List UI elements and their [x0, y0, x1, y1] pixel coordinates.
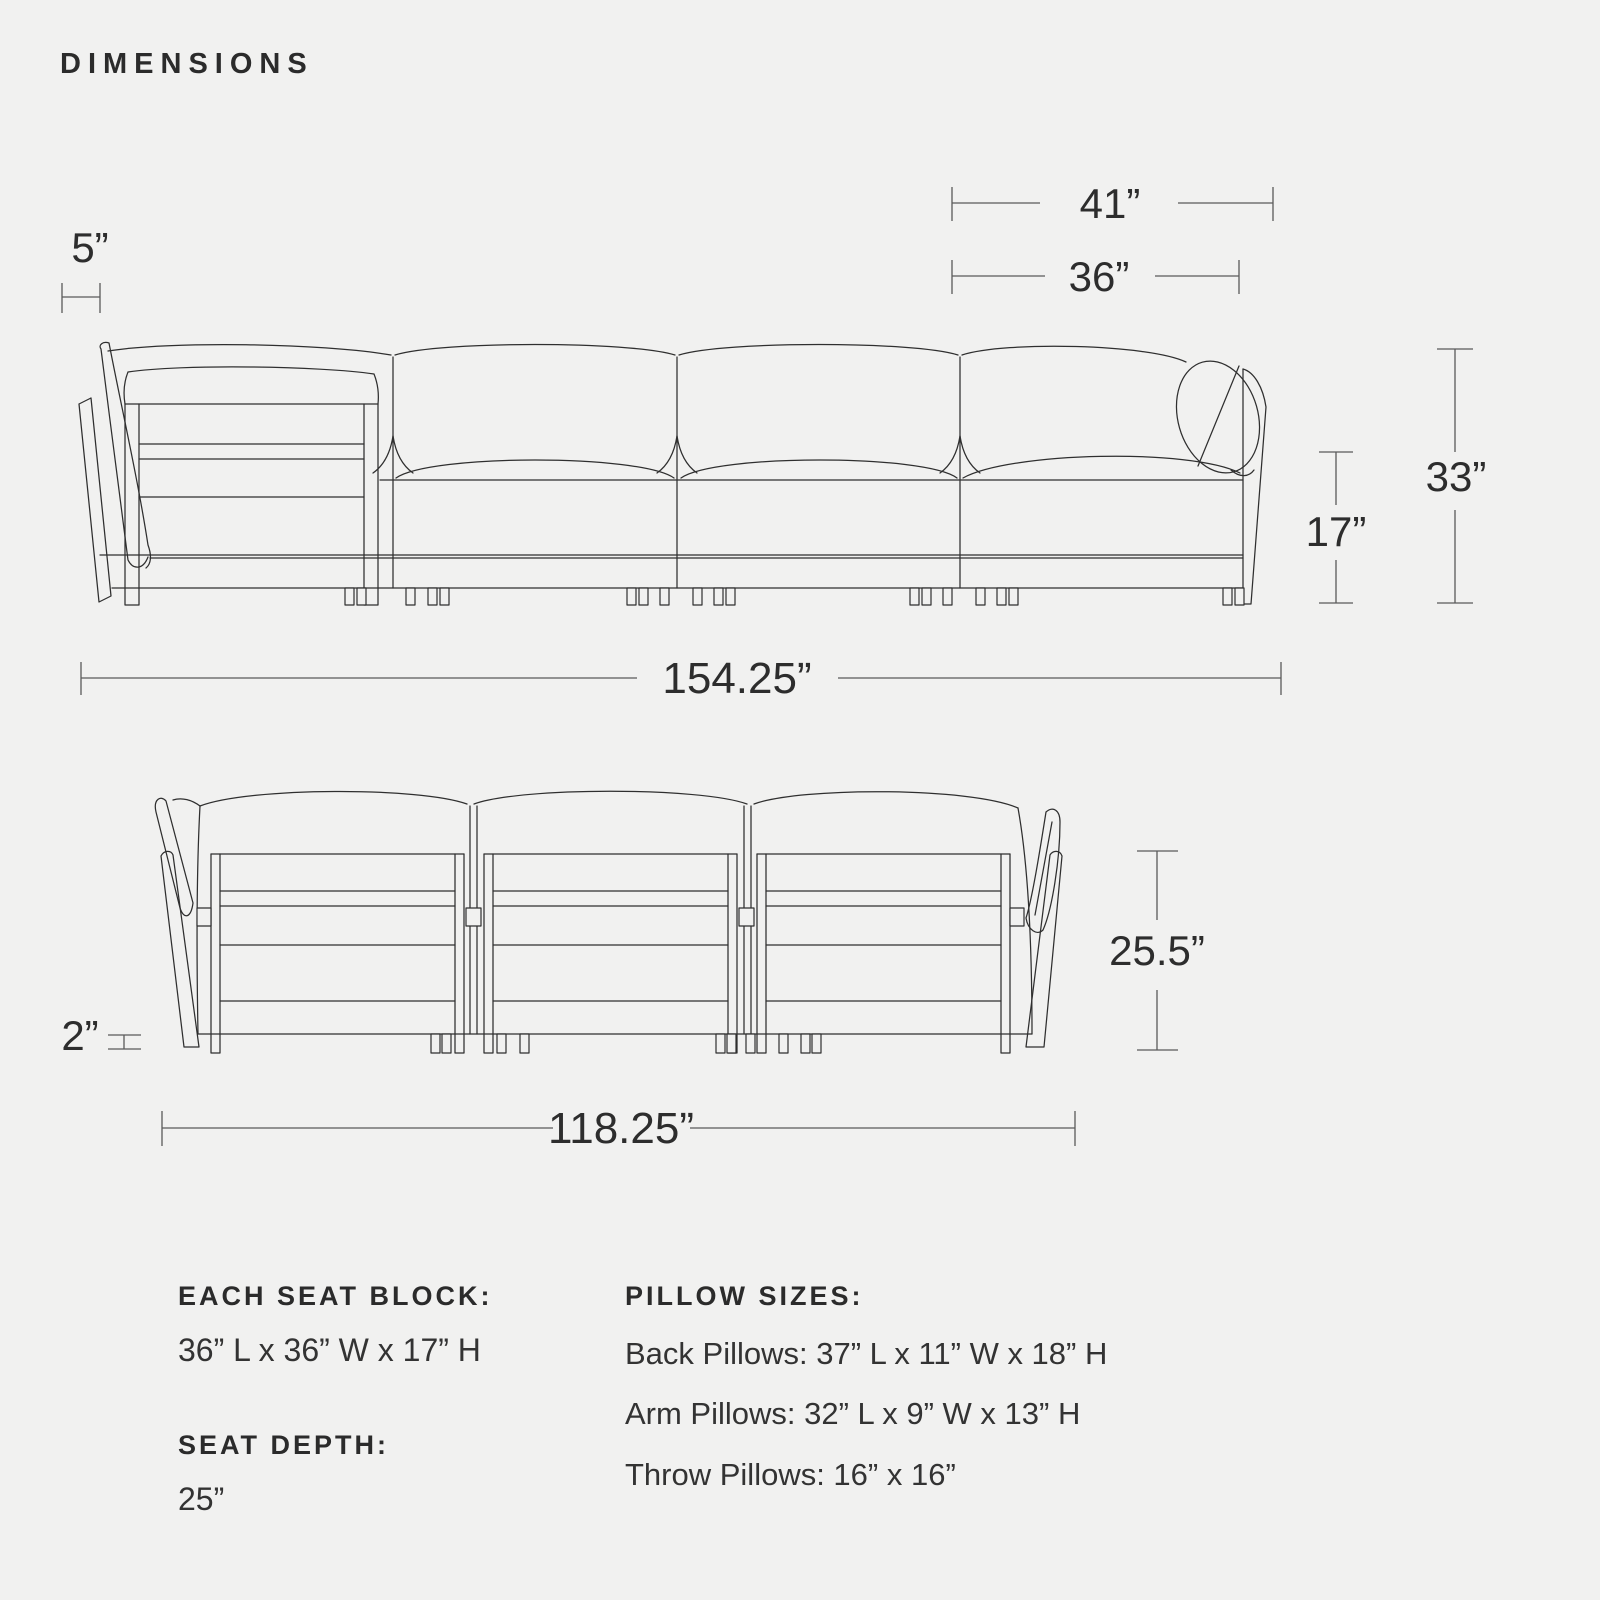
right-bolster-pillow	[1164, 351, 1272, 483]
dim-back-width-label: 118.25”	[548, 1104, 694, 1153]
seat-depth-value: 25”	[178, 1481, 225, 1517]
seat-depth-heading: SEAT DEPTH:	[178, 1430, 390, 1460]
dim-back-height	[1109, 851, 1205, 1050]
back-left-arm-pillow	[155, 798, 200, 916]
side-seat-cushion-1	[396, 460, 674, 478]
dim-seat-height-label: 17”	[1305, 508, 1367, 555]
throw-pillows-value: Throw Pillows: 16” x 16”	[625, 1457, 956, 1492]
seam-flare	[373, 436, 393, 473]
dim-arm-module-width	[952, 180, 1273, 227]
back-view-legs	[431, 1034, 821, 1053]
corner-frame-slat	[139, 459, 364, 497]
dim-overall-width-label: 154.25”	[662, 654, 812, 703]
back-frame-1	[211, 854, 464, 1053]
side-view-dimensions	[62, 180, 1486, 703]
dim-leg-height-label: 2”	[61, 1012, 99, 1059]
back-frame-2	[484, 854, 737, 1053]
dim-back-height-label: 25.5”	[1109, 927, 1205, 974]
page-title: DIMENSIONS	[60, 48, 314, 80]
side-seat-cushion-3	[963, 456, 1240, 478]
back-view-dimensions	[61, 851, 1205, 1153]
dim-leg-height	[61, 1012, 141, 1059]
dim-seat-module-width-label: 36”	[1068, 253, 1130, 300]
seam-flare	[677, 436, 697, 473]
side-back-cushion-3	[962, 346, 1186, 362]
back-pillows-value: Back Pillows: 37” L x 11” W x 18” H	[625, 1336, 1108, 1371]
back-cushion-3	[754, 792, 1018, 808]
side-back-cushion-2	[679, 345, 958, 356]
arm-pillows-value: Arm Pillows: 32” L x 9” W x 13” H	[625, 1396, 1081, 1431]
seat-block-value: 36” L x 36” W x 17” H	[178, 1332, 481, 1368]
seam-flare	[393, 436, 413, 473]
side-back-cushion-1	[395, 345, 675, 356]
dim-overall-width	[81, 654, 1281, 703]
dim-arm-width	[62, 224, 109, 313]
corner-cushion-line	[124, 367, 378, 404]
dim-overall-height	[1426, 349, 1487, 603]
seam-flare	[657, 436, 677, 473]
seam-flare	[960, 436, 980, 473]
right-arm-panel	[1237, 369, 1266, 604]
side-view-drawing	[79, 342, 1272, 605]
dim-seat-module-width	[952, 253, 1239, 300]
corner-frame-post	[364, 404, 378, 605]
back-connector-tabs	[197, 908, 1024, 926]
back-cushion-2	[474, 791, 747, 804]
seam-flare	[940, 436, 960, 473]
back-left-arm	[161, 851, 199, 1047]
pillow-sizes-heading: PILLOW SIZES:	[625, 1281, 864, 1311]
side-corner-back-top	[108, 345, 391, 355]
dim-seat-height	[1306, 452, 1367, 603]
side-seat-cushion-2	[681, 460, 957, 478]
dim-arm-module-width-label: 41”	[1079, 180, 1141, 227]
dim-arm-width-label: 5”	[71, 224, 109, 271]
back-view-drawing	[155, 791, 1062, 1053]
dim-back-width	[162, 1104, 1075, 1153]
back-cushion-1	[200, 791, 467, 806]
back-frame-3	[757, 854, 1010, 1053]
seat-block-heading: EACH SEAT BLOCK:	[178, 1281, 493, 1311]
left-arm-panel	[79, 398, 111, 602]
side-view-legs	[345, 588, 1244, 605]
dim-overall-height-label: 33”	[1425, 453, 1487, 500]
